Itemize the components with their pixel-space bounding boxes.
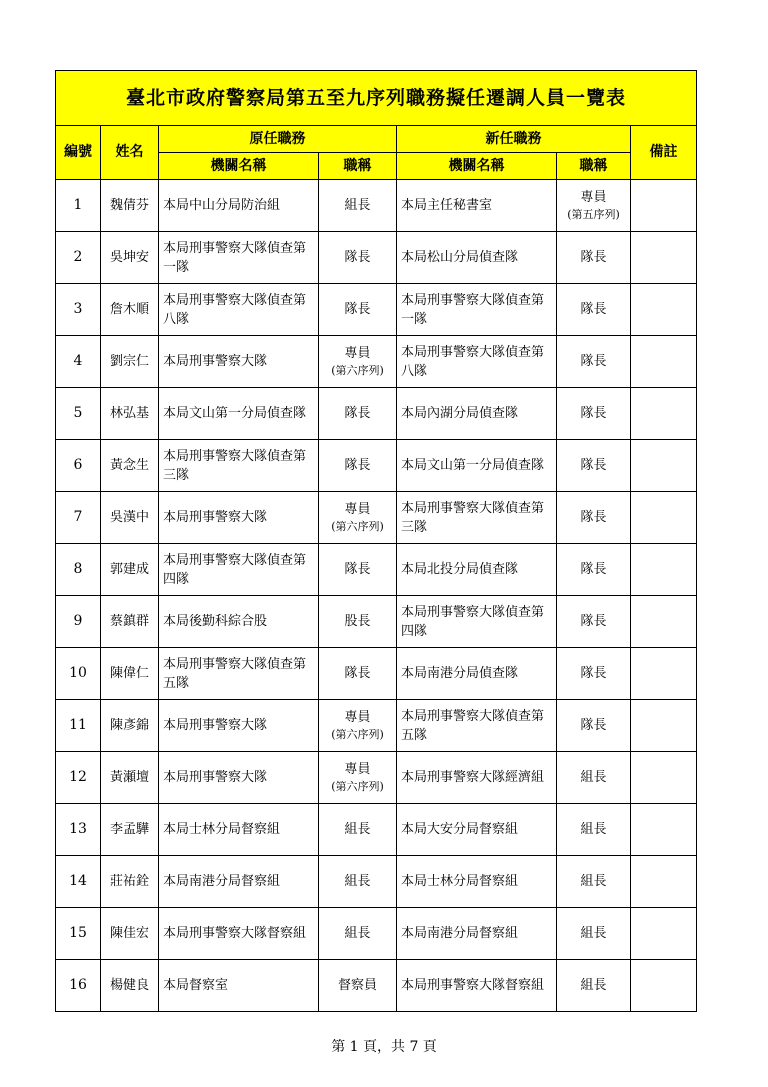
row-original-title-main: 組長 xyxy=(344,926,371,941)
row-original-title xyxy=(319,388,397,440)
row-name: 蔡鎮群 xyxy=(101,596,159,648)
row-remark xyxy=(631,752,697,804)
row-number: 12 xyxy=(56,752,101,804)
header-name: 姓名 xyxy=(101,126,159,180)
row-original-title xyxy=(319,804,397,856)
table-row xyxy=(56,856,697,908)
row-original-title-sequence: (第六序列) xyxy=(331,364,384,377)
row-new-title-main: 組長 xyxy=(580,874,607,889)
header-original-title: 職稱 xyxy=(319,153,397,180)
row-new-title xyxy=(557,232,631,284)
row-new-title-main: 組長 xyxy=(580,822,607,837)
row-new-title xyxy=(557,804,631,856)
row-new-title xyxy=(557,492,631,544)
row-new-title-main: 組長 xyxy=(580,770,607,785)
row-name: 楊健良 xyxy=(101,960,159,1012)
row-original-title-main: 專員 xyxy=(344,346,371,361)
row-remark xyxy=(631,908,697,960)
row-number: 4 xyxy=(56,336,101,388)
row-name: 魏倩芬 xyxy=(101,180,159,232)
row-number: 6 xyxy=(56,440,101,492)
row-original-title-main: 專員 xyxy=(344,762,371,777)
row-original-title-main: 組長 xyxy=(344,822,371,837)
header-new-agency: 機關名稱 xyxy=(397,153,557,180)
personnel-table-sheet xyxy=(55,70,696,1012)
row-number: 14 xyxy=(56,856,101,908)
row-new-title xyxy=(557,388,631,440)
row-original-agency: 本局刑事警察大隊偵查第八隊 xyxy=(159,284,319,336)
row-name: 陳偉仁 xyxy=(101,648,159,700)
table-title: 臺北市政府警察局第五至九序列職務擬任遷調人員一覽表 xyxy=(56,71,697,126)
row-new-title-main: 隊長 xyxy=(580,458,607,473)
row-name: 詹木順 xyxy=(101,284,159,336)
row-original-agency: 本局士林分局督察組 xyxy=(159,804,319,856)
row-number: 15 xyxy=(56,908,101,960)
table-row xyxy=(56,544,697,596)
header-remark: 備註 xyxy=(631,126,697,180)
row-original-agency: 本局中山分局防治組 xyxy=(159,180,319,232)
row-original-agency: 本局刑事警察大隊督察組 xyxy=(159,908,319,960)
row-new-title xyxy=(557,180,631,232)
row-original-agency: 本局後勤科綜合股 xyxy=(159,596,319,648)
table-row xyxy=(56,648,697,700)
row-original-title-main: 組長 xyxy=(344,198,371,213)
row-original-title-main: 專員 xyxy=(344,710,371,725)
row-original-agency: 本局刑事警察大隊偵查第三隊 xyxy=(159,440,319,492)
row-name: 劉宗仁 xyxy=(101,336,159,388)
table-row xyxy=(56,440,697,492)
row-number: 11 xyxy=(56,700,101,752)
row-remark xyxy=(631,544,697,596)
row-original-agency: 本局刑事警察大隊 xyxy=(159,700,319,752)
row-new-title-main: 隊長 xyxy=(580,354,607,369)
row-original-title-main: 隊長 xyxy=(344,406,371,421)
table-row xyxy=(56,388,697,440)
row-new-agency: 本局北投分局偵查隊 xyxy=(397,544,557,596)
row-remark xyxy=(631,856,697,908)
row-original-agency: 本局督察室 xyxy=(159,960,319,1012)
row-new-agency: 本局松山分局偵查隊 xyxy=(397,232,557,284)
row-original-title xyxy=(319,284,397,336)
row-new-agency: 本局刑事警察大隊偵查第一隊 xyxy=(397,284,557,336)
row-original-title-main: 隊長 xyxy=(344,302,371,317)
row-original-title-sequence: (第六序列) xyxy=(331,728,384,741)
row-name: 郭建成 xyxy=(101,544,159,596)
row-name: 陳佳宏 xyxy=(101,908,159,960)
row-number: 9 xyxy=(56,596,101,648)
row-original-title xyxy=(319,492,397,544)
row-new-agency: 本局刑事警察大隊偵查第四隊 xyxy=(397,596,557,648)
row-remark xyxy=(631,440,697,492)
row-new-agency: 本局刑事警察大隊偵查第五隊 xyxy=(397,700,557,752)
row-original-agency: 本局刑事警察大隊偵查第四隊 xyxy=(159,544,319,596)
row-number: 8 xyxy=(56,544,101,596)
row-remark xyxy=(631,960,697,1012)
row-number: 10 xyxy=(56,648,101,700)
row-new-title-main: 組長 xyxy=(580,926,607,941)
row-new-agency: 本局刑事警察大隊督察組 xyxy=(397,960,557,1012)
row-new-agency: 本局文山第一分局偵查隊 xyxy=(397,440,557,492)
row-new-title xyxy=(557,856,631,908)
row-original-title xyxy=(319,180,397,232)
table-row xyxy=(56,908,697,960)
row-remark xyxy=(631,700,697,752)
row-new-agency: 本局內湖分局偵查隊 xyxy=(397,388,557,440)
row-remark xyxy=(631,492,697,544)
row-new-agency: 本局南港分局偵查隊 xyxy=(397,648,557,700)
row-original-agency: 本局刑事警察大隊 xyxy=(159,492,319,544)
row-name: 林弘基 xyxy=(101,388,159,440)
row-new-title xyxy=(557,596,631,648)
row-new-title-main: 隊長 xyxy=(580,614,607,629)
row-remark xyxy=(631,180,697,232)
row-original-title xyxy=(319,648,397,700)
row-new-agency: 本局刑事警察大隊經濟組 xyxy=(397,752,557,804)
row-new-title-main: 組長 xyxy=(580,978,607,993)
row-new-title xyxy=(557,284,631,336)
row-original-title xyxy=(319,544,397,596)
row-new-agency: 本局主任秘書室 xyxy=(397,180,557,232)
row-new-title xyxy=(557,648,631,700)
row-new-agency: 本局士林分局督察組 xyxy=(397,856,557,908)
row-original-title-main: 組長 xyxy=(344,874,371,889)
row-name: 陳彥錦 xyxy=(101,700,159,752)
row-original-title-sequence: (第六序列) xyxy=(331,780,384,793)
row-number: 1 xyxy=(56,180,101,232)
row-new-title-main: 隊長 xyxy=(580,406,607,421)
row-number: 13 xyxy=(56,804,101,856)
row-number: 3 xyxy=(56,284,101,336)
row-number: 16 xyxy=(56,960,101,1012)
row-new-title xyxy=(557,908,631,960)
row-name: 黃瀬壇 xyxy=(101,752,159,804)
table-row xyxy=(56,596,697,648)
table-row xyxy=(56,492,697,544)
table-row xyxy=(56,284,697,336)
row-new-title-main: 隊長 xyxy=(580,718,607,733)
page-footer: 第 1 頁，共 7 頁 xyxy=(331,1039,437,1055)
row-original-title xyxy=(319,440,397,492)
row-number: 2 xyxy=(56,232,101,284)
row-new-agency: 本局南港分局督察組 xyxy=(397,908,557,960)
table-row xyxy=(56,336,697,388)
row-original-title-main: 隊長 xyxy=(344,458,371,473)
row-original-title-main: 專員 xyxy=(344,502,371,517)
row-original-title xyxy=(319,856,397,908)
header-original-position: 原任職務 xyxy=(159,126,397,153)
row-name: 吳坤安 xyxy=(101,232,159,284)
row-original-title xyxy=(319,908,397,960)
row-name: 李孟驊 xyxy=(101,804,159,856)
row-new-title-main: 隊長 xyxy=(580,666,607,681)
header-new-position: 新任職務 xyxy=(397,126,631,153)
row-new-title-main: 隊長 xyxy=(580,302,607,317)
row-original-title-main: 隊長 xyxy=(344,562,371,577)
row-original-title xyxy=(319,752,397,804)
row-number: 7 xyxy=(56,492,101,544)
row-remark xyxy=(631,648,697,700)
row-new-title xyxy=(557,700,631,752)
header-number: 編號 xyxy=(56,126,101,180)
row-original-agency: 本局刑事警察大隊 xyxy=(159,336,319,388)
row-remark xyxy=(631,284,697,336)
row-remark xyxy=(631,388,697,440)
row-original-title-main: 隊長 xyxy=(344,250,371,265)
row-new-title xyxy=(557,752,631,804)
row-original-title-main: 股長 xyxy=(344,614,371,629)
row-original-agency: 本局文山第一分局偵查隊 xyxy=(159,388,319,440)
row-original-title xyxy=(319,700,397,752)
row-remark xyxy=(631,804,697,856)
row-new-agency: 本局大安分局督察組 xyxy=(397,804,557,856)
row-new-agency: 本局刑事警察大隊偵查第三隊 xyxy=(397,492,557,544)
table-row xyxy=(56,180,697,232)
row-original-title-sequence: (第六序列) xyxy=(331,520,384,533)
table-row xyxy=(56,752,697,804)
table-row xyxy=(56,960,697,1012)
row-number: 5 xyxy=(56,388,101,440)
row-new-title-main: 隊長 xyxy=(580,250,607,265)
table-row xyxy=(56,804,697,856)
row-name: 黃念生 xyxy=(101,440,159,492)
row-new-title xyxy=(557,544,631,596)
table-row xyxy=(56,232,697,284)
row-original-agency: 本局南港分局督察組 xyxy=(159,856,319,908)
row-original-title-main: 督察員 xyxy=(337,978,377,993)
row-new-agency: 本局刑事警察大隊偵查第八隊 xyxy=(397,336,557,388)
row-new-title xyxy=(557,440,631,492)
table-row xyxy=(56,700,697,752)
row-name: 莊祐銓 xyxy=(101,856,159,908)
row-new-title xyxy=(557,960,631,1012)
row-original-title-main: 隊長 xyxy=(344,666,371,681)
header-original-agency: 機關名稱 xyxy=(159,153,319,180)
row-original-title xyxy=(319,232,397,284)
row-original-title xyxy=(319,336,397,388)
row-original-agency: 本局刑事警察大隊 xyxy=(159,752,319,804)
row-new-title xyxy=(557,336,631,388)
row-new-title-main: 隊長 xyxy=(580,562,607,577)
row-original-agency: 本局刑事警察大隊偵查第一隊 xyxy=(159,232,319,284)
header-new-title: 職稱 xyxy=(557,153,631,180)
personnel-table xyxy=(55,70,697,1012)
row-remark xyxy=(631,336,697,388)
row-new-title-main: 隊長 xyxy=(580,510,607,525)
row-new-title-main: 專員 xyxy=(580,190,607,205)
row-remark xyxy=(631,596,697,648)
row-new-title-sequence: (第五序列) xyxy=(567,208,620,221)
row-original-title xyxy=(319,960,397,1012)
row-original-title xyxy=(319,596,397,648)
row-remark xyxy=(631,232,697,284)
row-original-agency: 本局刑事警察大隊偵查第五隊 xyxy=(159,648,319,700)
row-name: 吳漢中 xyxy=(101,492,159,544)
